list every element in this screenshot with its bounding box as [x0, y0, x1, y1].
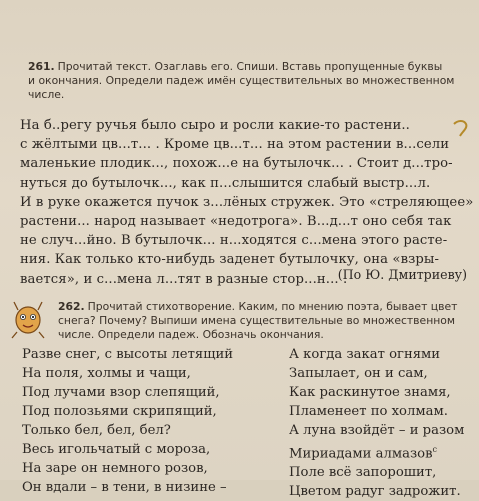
text-line: нуться до бутылочк..., как п...слышится слабый выстр...л. — [20, 175, 431, 191]
poem-line: Пламенеет по холмам. — [289, 404, 448, 419]
text-line: И в руке окажется пучок з...лёных стружек. Это «стреляющее» — [20, 194, 474, 210]
task-261-instruction-line-2: и окончания. Определи падеж имён существительных во множественном — [28, 74, 455, 87]
text-line: растени... народ называет «недотрога». В...д...т оно себя так — [20, 214, 452, 230]
poem-line: На заре он немного розов, — [22, 461, 208, 476]
poem-left-column — [22, 345, 233, 497]
poem-line: А когда закат огнями — [289, 347, 441, 362]
poem-line: Под лучами взор слепящий, — [22, 385, 220, 400]
poem-line-text: Мириадами алмазов — [289, 446, 433, 462]
task-261-instruction-line-1: Прочитай текст. Озаглавь его. Спиши. Вставь пропущенные буквы — [57, 60, 443, 73]
text-line: не случ...йно. В бутылочк... н...ходятся с...мена этого расте- — [20, 233, 448, 249]
task-261-text — [20, 116, 475, 289]
task-262-instruction-line-1: Прочитай стихотворение. Каким, по мнению поэта, бывает цвет — [87, 300, 458, 313]
poem-line: Разве снег, с высоты летящий — [22, 347, 234, 362]
poem-line: Запылает, он и сам, — [289, 366, 428, 381]
task-261-instruction — [28, 60, 472, 102]
poem-line: Под полозьями скрипящий, — [22, 404, 217, 419]
poem-line: На поля, холмы и чащи, — [22, 366, 191, 381]
text-line: ния. Как только кто-нибудь заденет бутылочку, она «взры- — [20, 252, 440, 268]
author-attribution: (По Ю. Дмитриеву) — [337, 267, 467, 282]
poem-line: Цветом радуг задрожит. — [289, 484, 461, 500]
text-line: На б..регу ручья было сыро и росли какие-то растени.. — [20, 118, 410, 133]
mascot-icon — [8, 298, 48, 340]
task-262-number: 262. — [58, 300, 85, 313]
poem-line: А луна взойдёт – и разом — [289, 423, 465, 438]
task-262-instruction-line-3: числе. Определи падеж. Обозначь окончания. — [58, 328, 324, 341]
task-262-instruction — [58, 300, 472, 342]
task-261-number: 261. — [28, 60, 55, 73]
footnote-mark: с — [432, 445, 438, 454]
poem-line: Только бел, бел, бел? — [22, 423, 171, 438]
task-262-instruction-line-2: снега? Почему? Выпиши имена существительные во множественном — [58, 314, 456, 327]
text-line: с жёлтыми цв...т... . Кроме цв...т... на этом растении в...сели — [20, 137, 450, 153]
poem-line — [289, 440, 464, 463]
task-261-instruction-line-3: числе. — [28, 88, 65, 101]
poem-line: Поле всё запорошит, — [289, 465, 437, 481]
poem-right-column — [289, 345, 464, 501]
text-line: вается», и с...мена л...тят в разные стор...н... . — [20, 271, 348, 287]
poem-line: Как раскинутое знамя, — [289, 385, 451, 400]
text-line: маленькие плодик..., похож...е на бутылочк... . Стоит д...тро- — [20, 156, 453, 172]
poem-line: Он вдали – в тени, в низине – — [22, 480, 227, 495]
poem-line: Весь игольчатый с мороза, — [22, 442, 211, 457]
